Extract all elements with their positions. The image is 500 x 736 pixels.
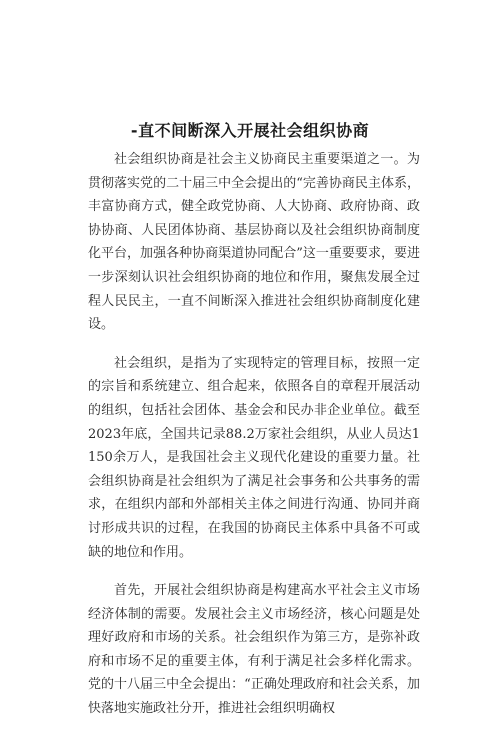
document-body [88, 148, 420, 736]
paragraph-3: 首先，开展社会组织协商是构建高水平社会主义市场经济体制的需要。发展社会主义市场经济，核心问题是处理好政府和市场的关系。社会组织作为第三方，是弥补政府和市场不足的重要主体，有利于满足社会多样化需求。党的十八届三中全会提出：“正确处理政府和社会关系，加快落地实施政社分开，推进社会组织明确权 [88, 583, 420, 717]
document-title: -直不间断深入开展社会组织协商 [130, 121, 370, 140]
paragraph-2: 社会组织，是指为了实现特定的管理目标，按照一定的宗旨和系统建立、组合起来，依照各自的章程开展活动的组织，包括社会团体、基金会和民办非企业单位。截至2023年底，全国共记录88.2万家社会组织，从业人员达1150余万人，是我国社会主义现代化建设的重要力量。社会组织协商是社会组织为了满足社会事务和公共事务的需求，在组织内部和外部相关主体之间进行沟通、协同并商讨形成共识的过程，在我国的协商民主体系中具备不可或缺的地位和作用。 [88, 355, 420, 560]
paragraph-1: 社会组织协商是社会主义协商民主重要渠道之一。为贯彻落实党的二十届三中全会提出的“完善协商民主体系，丰富协商方式，健全政党协商、人大协商、政府协商、政协协商、人民团体协商、基层协商以及社会组织协商制度化平台，加强各种协商渠道协同配合”这一重要要求，要进一步深刻认识社会组织协商的地位和作用，聚焦发展全过程人民民主，一直不间断深入推进社会组织协商制度化建设。 [88, 152, 420, 333]
